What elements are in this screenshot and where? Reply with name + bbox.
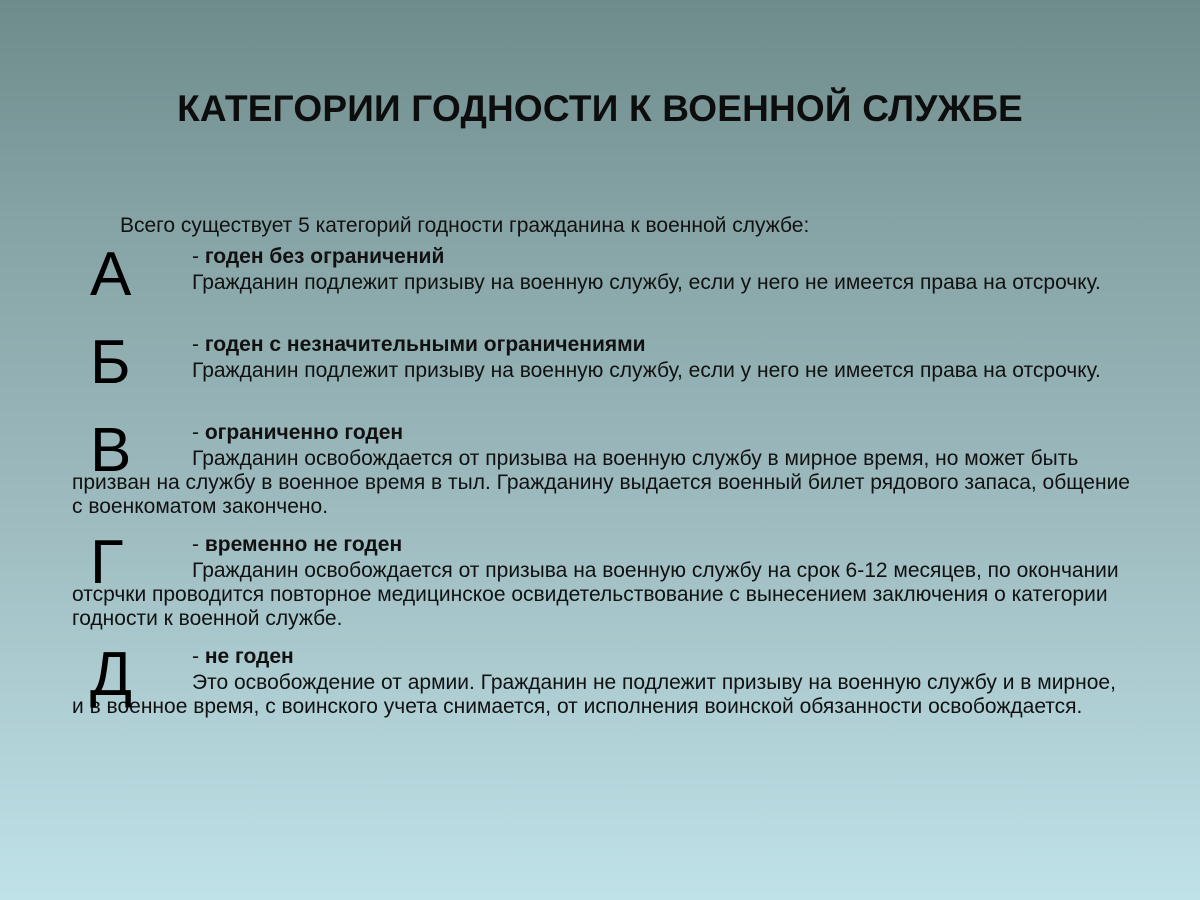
category-description: Гражданин подлежит призыву на военную службу, если у него не имеется права на отсрочку.	[192, 359, 1101, 382]
slide-title: КАТЕГОРИИ ГОДНОСТИ К ВОЕННОЙ СЛУЖБЕ	[177, 88, 1023, 129]
category-label: ограниченно годен	[204, 421, 404, 444]
category-letter: Г	[90, 528, 124, 597]
category-letter: Б	[90, 328, 131, 397]
dash: -	[192, 421, 205, 444]
category-b	[72, 328, 1132, 397]
dash: -	[192, 333, 205, 356]
category-a	[72, 240, 1132, 309]
category-v	[72, 418, 1132, 519]
category-heading	[192, 642, 1132, 671]
category-label: годен с незначительными ограничениями	[204, 333, 646, 356]
category-description: Это освобождение от армии. Гражданин не подлежит призыву на военную службу и в мирное, и в военное время, с воинского учета снимается, от исполнения воинской обязанности освобождается.	[72, 671, 1116, 718]
category-letter: А	[90, 240, 132, 309]
category-heading	[192, 330, 1132, 359]
category-letter: В	[90, 416, 132, 485]
category-description: Гражданин освобождается от призыва на военную службу в мирное время, но может быть призван на службу в военное время в тыл. Гражданину выдается военный билет рядового запаса, общение с военкоматом закончено.	[72, 447, 1130, 518]
category-label: годен без ограничений	[204, 245, 445, 268]
dash: -	[192, 245, 205, 268]
dash: -	[192, 533, 205, 556]
category-description: Гражданин подлежит призыву на военную службу, если у него не имеется права на отсрочку.	[192, 271, 1101, 294]
intro-text: Всего существует 5 категорий годности гражданина к военной службе:	[120, 214, 810, 237]
category-label: временно не годен	[204, 533, 403, 556]
category-description: Гражданин освобождается от призыва на военную службу на срок 6-12 месяцев, по окончании отсрчки проводится повторное медицинское освидетельствование с вынесением заключения о категории годности к военной службе.	[72, 559, 1119, 630]
category-heading	[192, 530, 1132, 559]
category-letter: Д	[90, 640, 132, 709]
category-g	[72, 530, 1132, 631]
category-heading	[192, 418, 1132, 447]
category-label: не годен	[204, 645, 294, 668]
category-d	[72, 642, 1132, 719]
dash: -	[192, 645, 205, 668]
category-heading	[192, 242, 1132, 271]
